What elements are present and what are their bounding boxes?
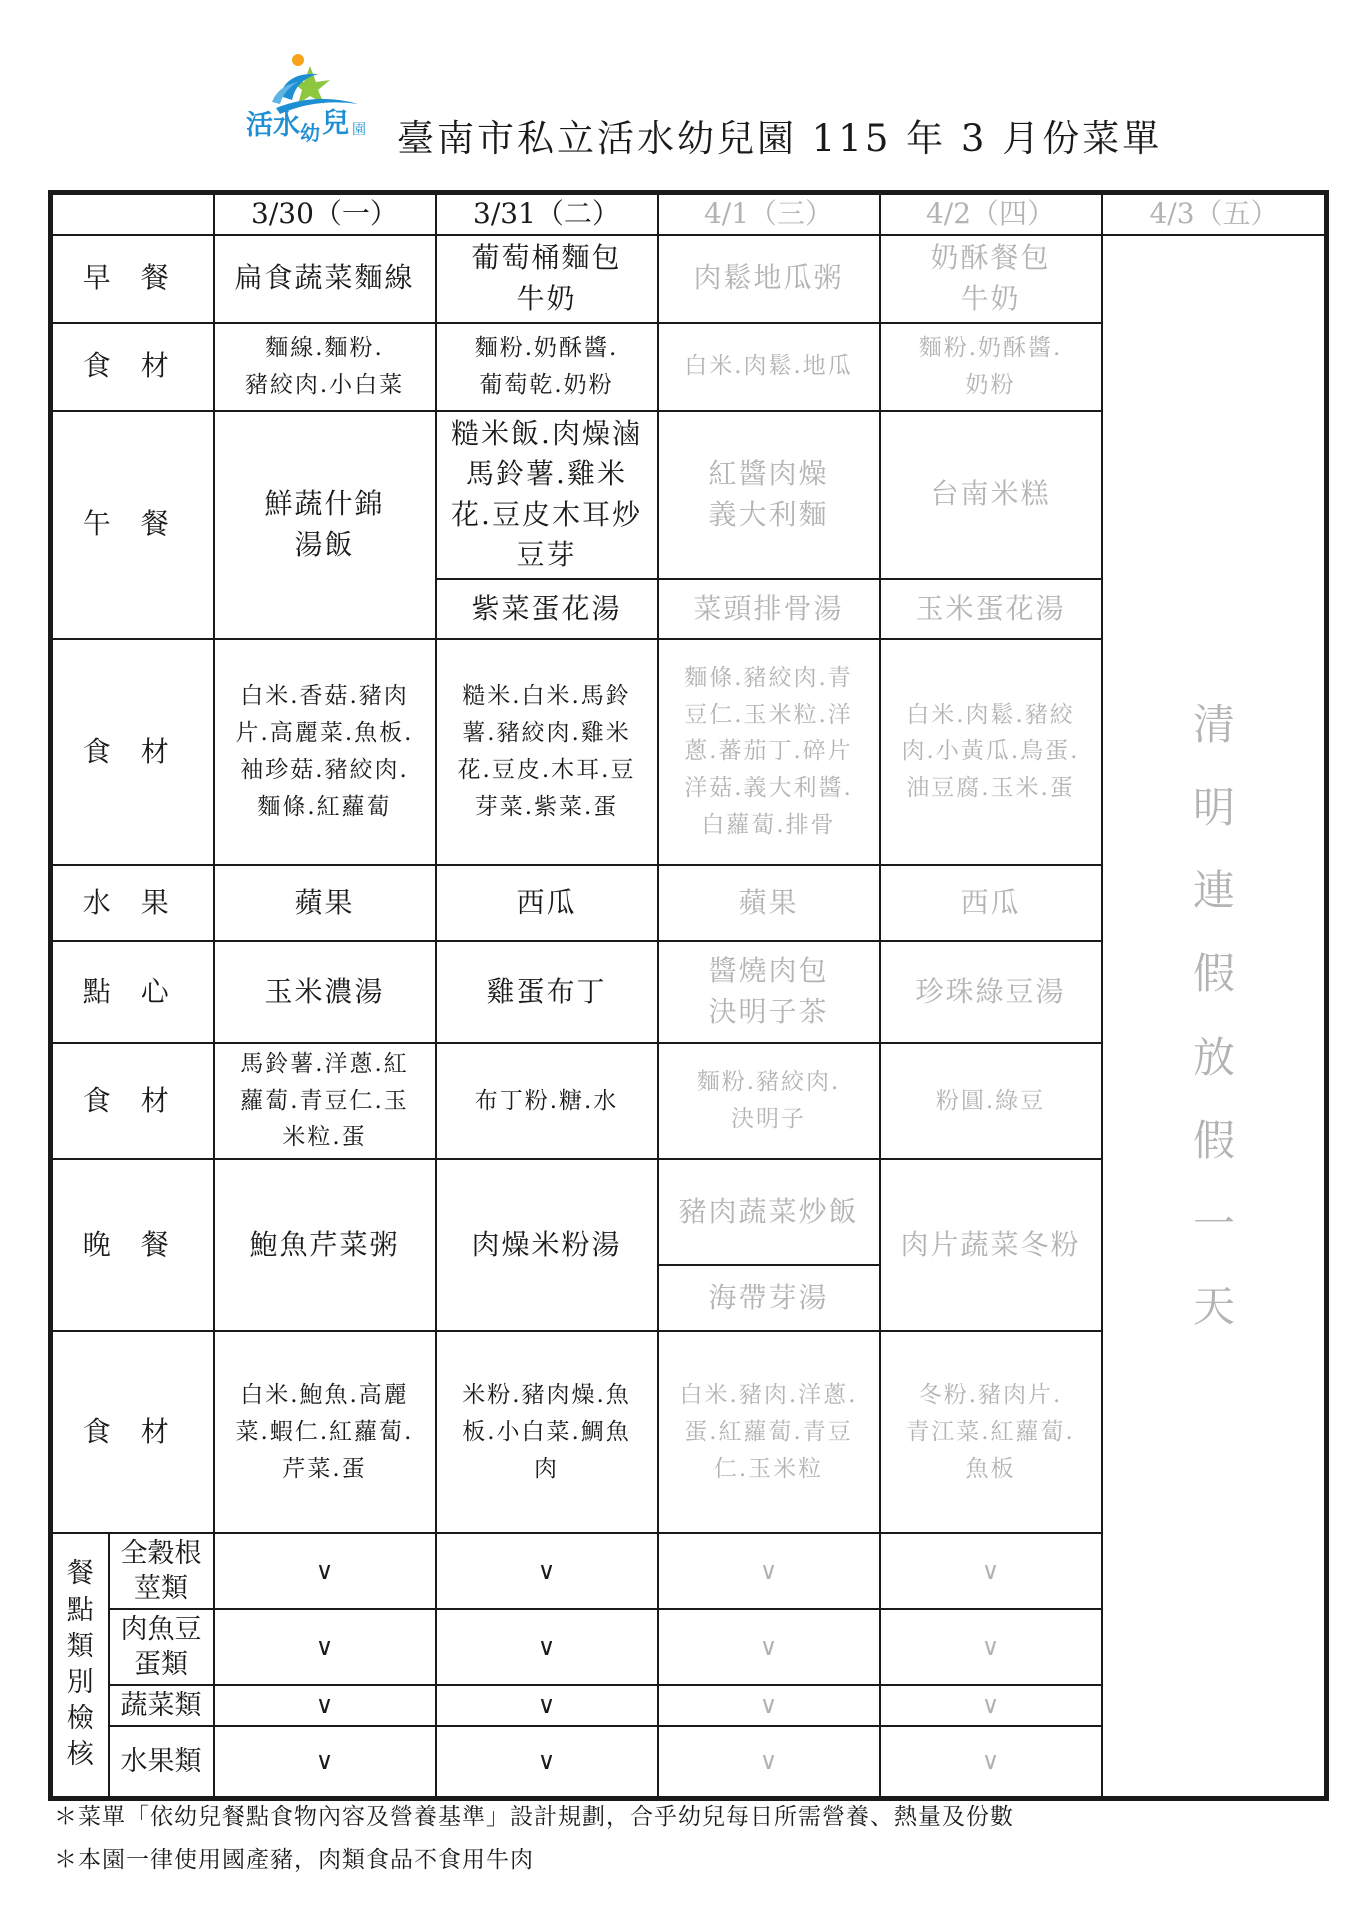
breakfast-tue: 葡萄桶麵包 牛奶: [436, 235, 658, 323]
menu-table: [48, 190, 1329, 1801]
day-header-thu: 4/2（四）: [880, 193, 1102, 235]
lunch-ing-wed: 麵條.豬絞肉.青 豆仁.玉米粒.洋 蔥.蕃茄丁.碎片 洋菇.義大利醬. 白蘿蔔.排骨: [658, 639, 880, 865]
day-header-fri: 4/3（五）: [1102, 193, 1327, 235]
dinner-ing-thu: 冬粉.豬肉片. 青江菜.紅蘿蔔. 魚板: [880, 1331, 1102, 1533]
check-mark: ∨: [658, 1609, 880, 1685]
day-header-mon: 3/30（一）: [214, 193, 436, 235]
snack-wed: 醬燒肉包 決明子茶: [658, 941, 880, 1043]
row-label-dinner-ingredients: 食材: [51, 1331, 214, 1533]
dinner-wed: 豬肉蔬菜炒飯: [658, 1159, 880, 1265]
fruit-thu: 西瓜: [880, 865, 1102, 941]
row-label-dinner: 晚餐: [51, 1159, 214, 1331]
breakfast-mon: 扁食蔬菜麵線: [214, 235, 436, 323]
snack-thu: 珍珠綠豆湯: [880, 941, 1102, 1043]
check-mark: ∨: [880, 1685, 1102, 1726]
corner-cell: [51, 193, 214, 235]
check-section-label: 餐 點 類 別 檢 核: [51, 1533, 109, 1798]
fruit-wed: 蘋果: [658, 865, 880, 941]
check-mark: ∨: [880, 1726, 1102, 1798]
snack-mon: 玉米濃湯: [214, 941, 436, 1043]
lunch-tue: 糙米飯.肉燥滷 馬鈴薯.雞米 花.豆皮木耳炒 豆芽: [436, 411, 658, 579]
footnote-pork: ＊本園一律使用國產豬，肉類食品不食用牛肉: [54, 1847, 534, 1873]
logo-text-end: 兒: [322, 108, 349, 139]
fruit-mon: 蘋果: [214, 865, 436, 941]
lunch-soup-thu: 玉米蛋花湯: [880, 579, 1102, 639]
breakfast-ing-thu: 麵粉.奶酥醬. 奶粉: [880, 323, 1102, 411]
footnote-nutrition: ＊菜單「依幼兒餐點食物內容及營養基準」設計規劃，合乎幼兒每日所需營養、熱量及份數: [54, 1804, 1014, 1830]
check-mark: ∨: [658, 1726, 880, 1798]
check-mark: ∨: [880, 1533, 1102, 1609]
check-mark: ∨: [214, 1533, 436, 1609]
check-mark: ∨: [880, 1609, 1102, 1685]
fruit-tue: 西瓜: [436, 865, 658, 941]
check-mark: ∨: [658, 1533, 880, 1609]
dinner-thu: 肉片蔬菜冬粉: [880, 1159, 1102, 1331]
day-header-wed: 4/1（三）: [658, 193, 880, 235]
lunch-mon: 鮮蔬什錦 湯飯: [214, 411, 436, 639]
category-fruit: 水果類: [109, 1726, 214, 1798]
lunch-ing-mon: 白米.香菇.豬肉 片.高麗菜.魚板. 袖珍菇.豬絞肉. 麵條.紅蘿蔔: [214, 639, 436, 865]
logo-text-small: 園: [352, 122, 366, 138]
breakfast-ing-wed: 白米.肉鬆.地瓜: [658, 323, 880, 411]
check-mark: ∨: [436, 1726, 658, 1798]
category-vegetables: 蔬菜類: [109, 1685, 214, 1726]
row-label-fruit: 水果: [51, 865, 214, 941]
logo-text-sub: 幼: [300, 121, 320, 144]
breakfast-ing-tue: 麵粉.奶酥醬. 葡萄乾.奶粉: [436, 323, 658, 411]
dinner-mon: 鮑魚芹菜粥: [214, 1159, 436, 1331]
dinner-ing-mon: 白米.鮑魚.高麗 菜.蝦仁.紅蘿蔔. 芹菜.蛋: [214, 1331, 436, 1533]
page-header: [0, 0, 1363, 190]
row-label-snack: 點心: [51, 941, 214, 1043]
check-mark: ∨: [658, 1685, 880, 1726]
snack-tue: 雞蛋布丁: [436, 941, 658, 1043]
breakfast-ing-mon: 麵線.麵粉. 豬絞肉.小白菜: [214, 323, 436, 411]
kindergarten-logo: [246, 52, 380, 144]
check-mark: ∨: [436, 1685, 658, 1726]
snack-ing-wed: 麵粉.豬絞肉. 決明子: [658, 1043, 880, 1159]
check-mark: ∨: [214, 1685, 436, 1726]
breakfast-thu: 奶酥餐包 牛奶: [880, 235, 1102, 323]
lunch-thu: 台南米糕: [880, 411, 1102, 579]
row-label-breakfast: 早餐: [51, 235, 214, 323]
check-mark: ∨: [214, 1609, 436, 1685]
logo-mark-icon: [246, 52, 380, 144]
row-label-snack-ingredients: 食材: [51, 1043, 214, 1159]
dinner-ing-wed: 白米.豬肉.洋蔥. 蛋.紅蘿蔔.青豆 仁.玉米粒: [658, 1331, 880, 1533]
lunch-soup-tue: 紫菜蛋花湯: [436, 579, 658, 639]
check-mark: ∨: [436, 1609, 658, 1685]
category-protein: 肉魚豆 蛋類: [109, 1609, 214, 1685]
footnotes: [54, 1796, 1014, 1882]
lunch-ing-thu: 白米.肉鬆.豬絞 肉.小黃瓜.鳥蛋. 油豆腐.玉米.蛋: [880, 639, 1102, 865]
breakfast-wed: 肉鬆地瓜粥: [658, 235, 880, 323]
row-label-lunch: 午餐: [51, 411, 214, 639]
lunch-soup-wed: 菜頭排骨湯: [658, 579, 880, 639]
row-label-lunch-ingredients: 食材: [51, 639, 214, 865]
page-title: 臺南市私立活水幼兒園 115 年 3 月份菜單: [397, 117, 1163, 160]
lunch-ing-tue: 糙米.白米.馬鈴 薯.豬絞肉.雞米 花.豆皮.木耳.豆 芽菜.紫菜.蛋: [436, 639, 658, 865]
snack-ing-mon: 馬鈴薯.洋蔥.紅 蘿蔔.青豆仁.玉 米粒.蛋: [214, 1043, 436, 1159]
row-label-breakfast-ingredients: 食材: [51, 323, 214, 411]
category-grains: 全穀根 莖類: [109, 1533, 214, 1609]
day-header-tue: 3/31（二）: [436, 193, 658, 235]
dinner-tue: 肉燥米粉湯: [436, 1159, 658, 1331]
breakfast-row: [51, 235, 1327, 323]
snack-ing-tue: 布丁粉.糖.水: [436, 1043, 658, 1159]
logo-text-main: 活水: [246, 110, 300, 141]
holiday-notice: 清 明 連 假 放 假 一 天: [1102, 235, 1327, 1799]
date-header-row: [51, 193, 1327, 235]
dinner-ing-tue: 米粉.豬肉燥.魚 板.小白菜.鯛魚 肉: [436, 1331, 658, 1533]
dinner-soup-wed: 海帶芽湯: [658, 1265, 880, 1331]
lunch-wed: 紅醬肉燥 義大利麵: [658, 411, 880, 579]
check-mark: ∨: [436, 1533, 658, 1609]
snack-ing-thu: 粉圓.綠豆: [880, 1043, 1102, 1159]
check-mark: ∨: [214, 1726, 436, 1798]
